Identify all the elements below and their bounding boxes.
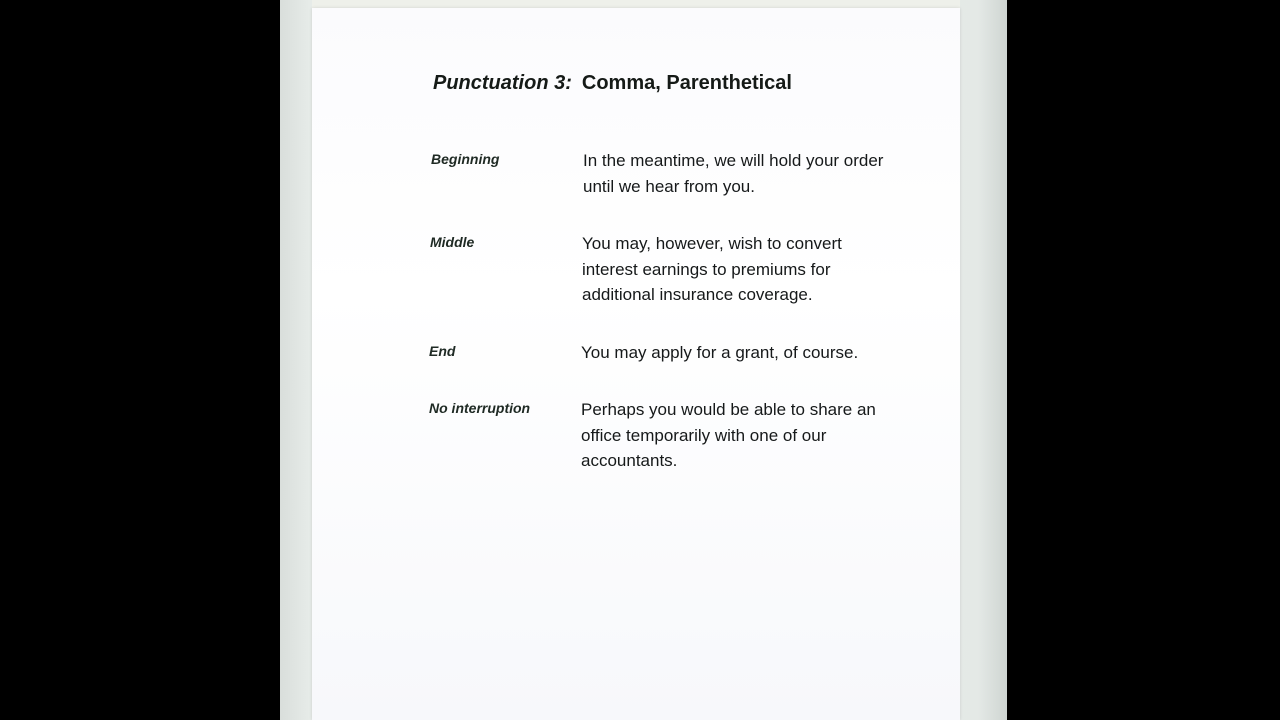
sentence-line: Perhaps you would be able to share an — [581, 400, 876, 419]
example-sentence — [581, 340, 926, 366]
example-sentence — [582, 231, 927, 308]
sentence-line: You may apply for a grant, of course. — [581, 343, 859, 362]
paper-top-edge — [312, 0, 960, 8]
row-label: Middle — [430, 234, 475, 250]
sentence-line: office temporarily with one of our — [581, 425, 827, 445]
sentence-line: interest earnings to premiums for — [582, 259, 831, 279]
sentence-line: additional insurance coverage. — [582, 285, 813, 304]
example-sentence — [581, 397, 926, 474]
row-label: End — [429, 343, 456, 359]
example-sentence — [583, 148, 928, 199]
sentence-line: You may, however, wish to convert — [582, 234, 842, 253]
sentence-line: In the meantime, we will hold your order — [583, 151, 884, 170]
title-main: Comma, Parenthetical — [581, 72, 792, 94]
title-prefix: Punctuation 3: — [433, 72, 572, 94]
row-label: Beginning — [431, 151, 500, 167]
sentence-line: accountants. — [581, 451, 678, 470]
page-title — [433, 72, 792, 95]
sentence-line: until we hear from you. — [583, 176, 755, 196]
row-label: No interruption — [429, 400, 531, 416]
